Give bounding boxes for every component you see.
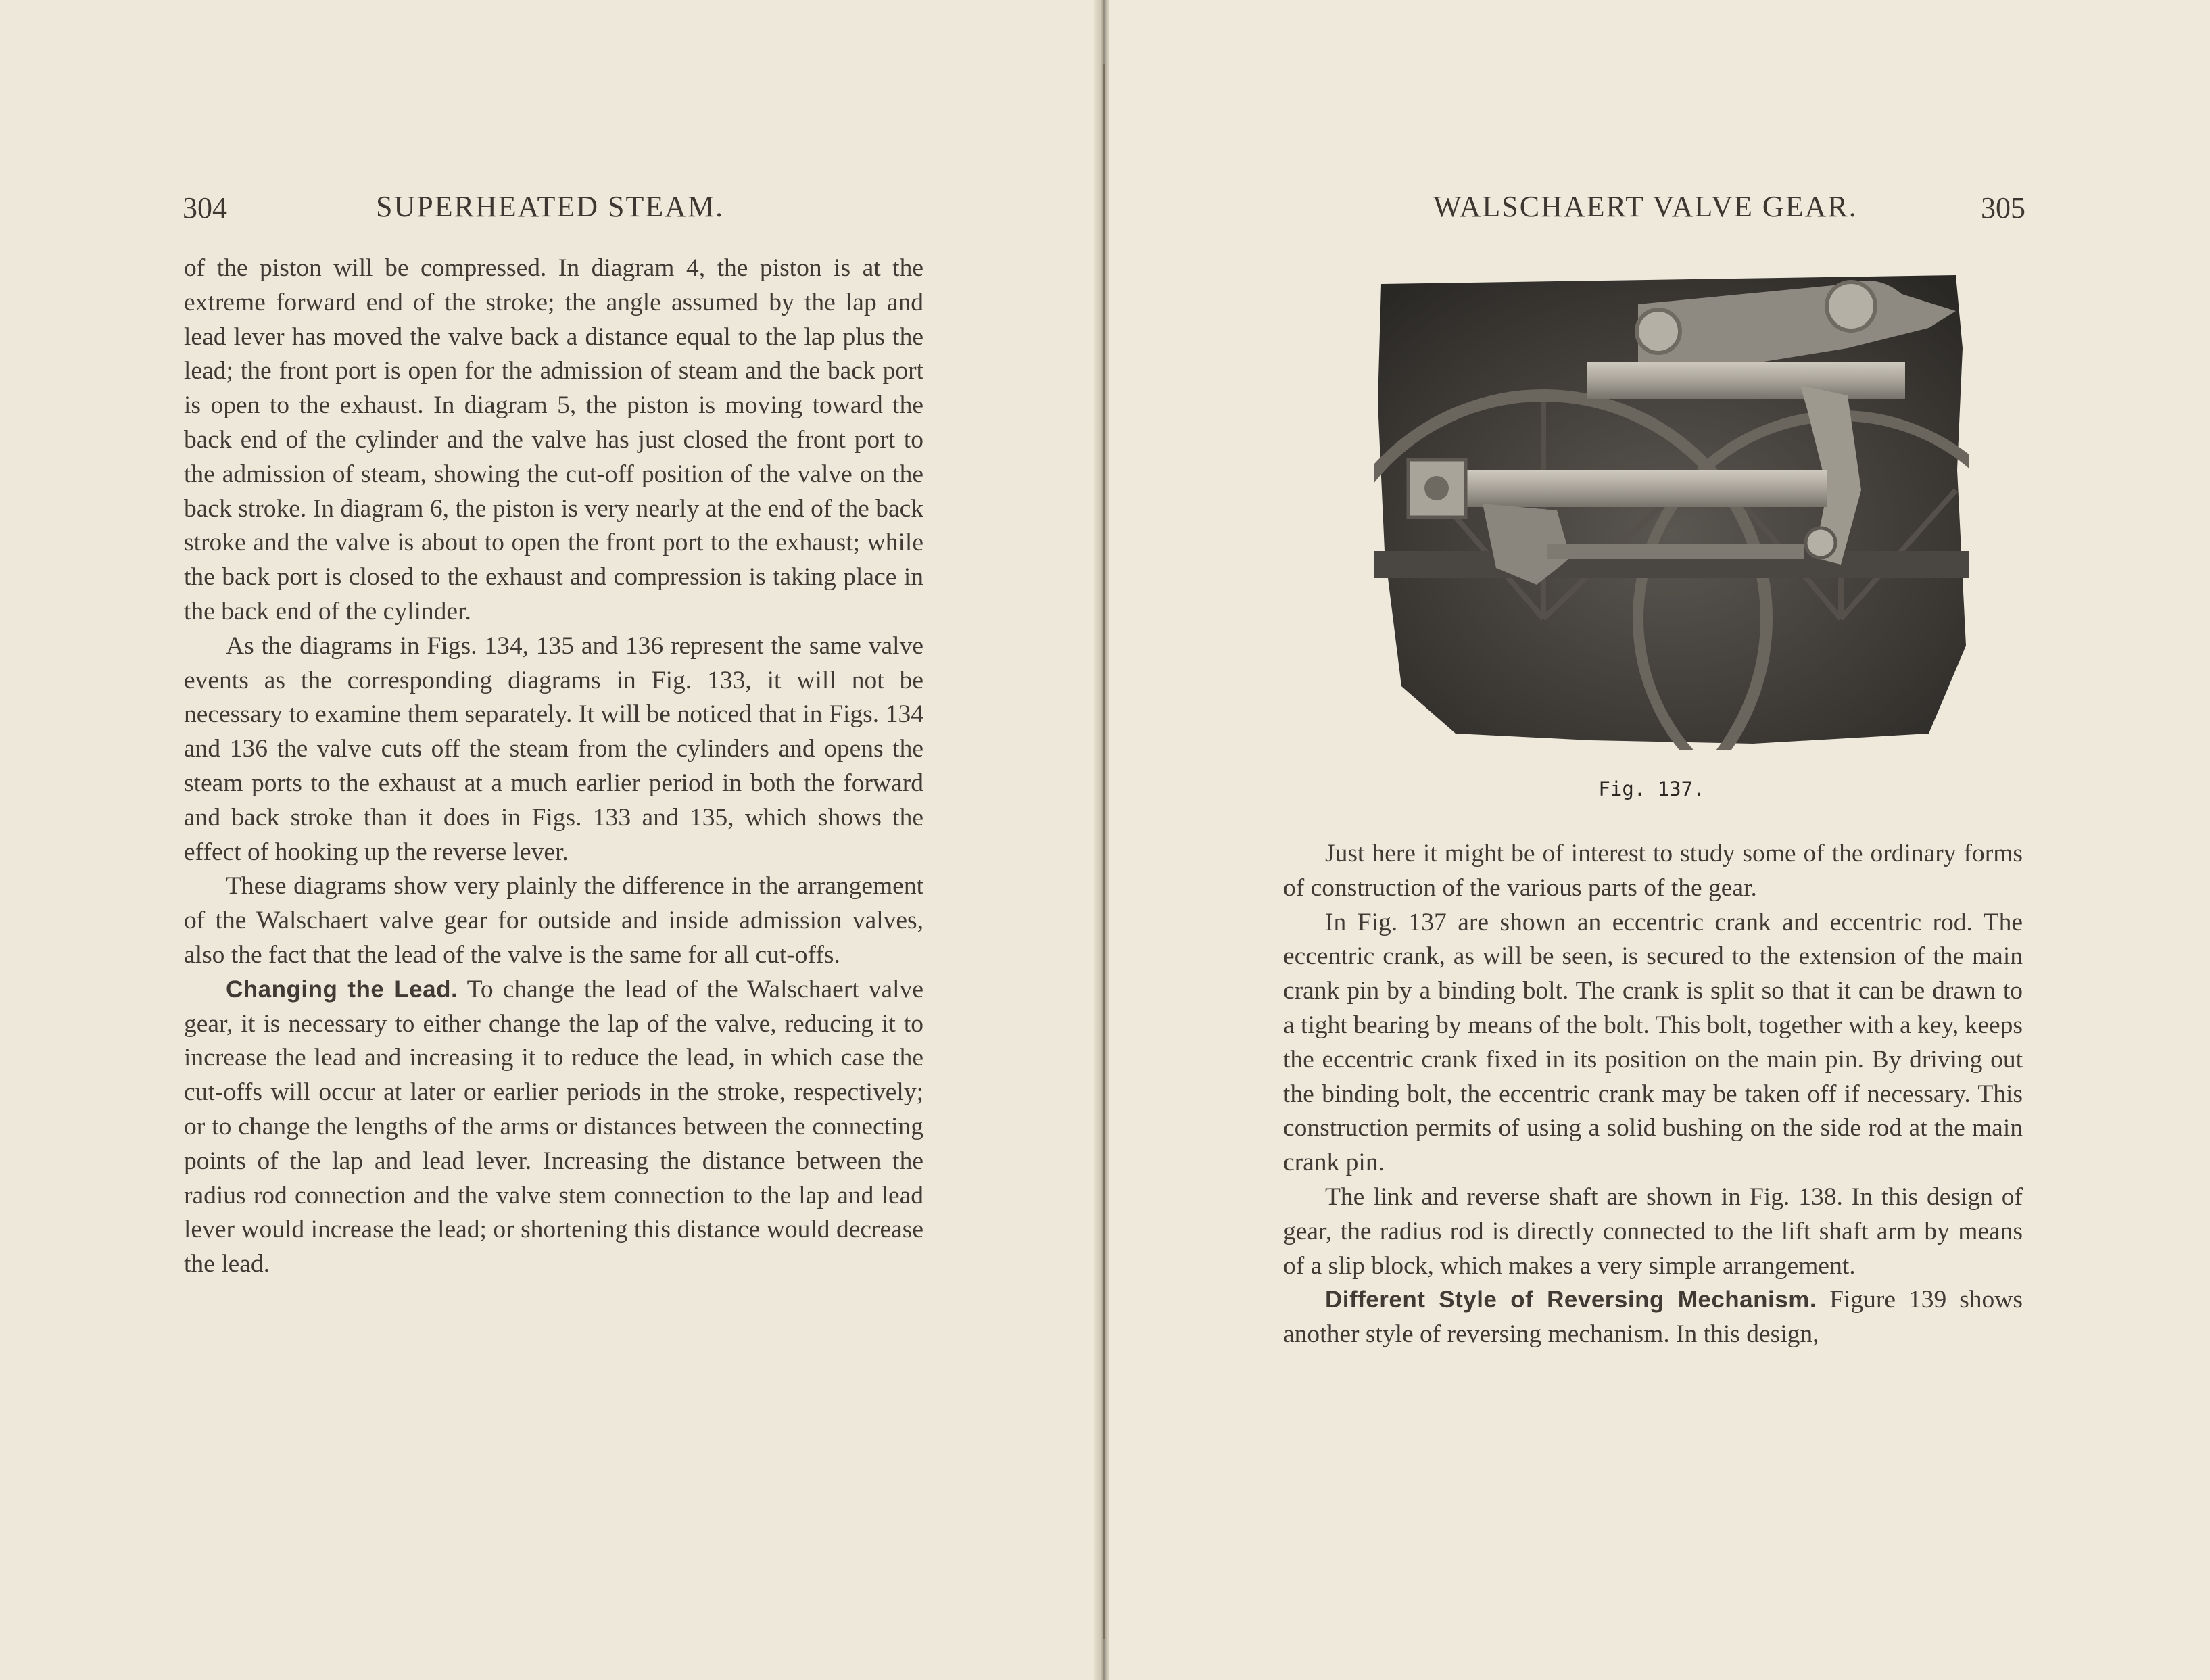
paragraph: In Fig. 137 are shown an eccentric crank and eccentric rod. The eccentric crank, as will be seen, is secured to the extension of the main crank pin by a binding bolt. The crank is split so that it can be drawn to a tight bearing by means of the bolt. This bolt, together with a key, keeps the eccentric crank fixed in its position on the main pin. By driving out the binding bolt, the eccentric crank may be taken off if necessary. This construction permits of using a solid bushing on the side rod at the main crank pin. — [1283, 908, 2023, 1177]
figure-137-photo — [1374, 267, 1969, 750]
section-heading: Different Style of Reversing Mechanism. — [1325, 1287, 1817, 1314]
binding-thread — [1103, 64, 1105, 1639]
section-heading: Changing the Lead. — [226, 976, 458, 1003]
page-number-right: 305 — [1981, 191, 2025, 224]
paragraph: As the diagrams in Figs. 134, 135 and 136 represent the same valve events as the corresponding diagrams in Fig. 133, it will not be necessary to examine them separately. It will be noticed that in Figs. 134 and 136 the valve cuts off the steam from the cylinders and opens the steam ports to the exhaust at a much earlier period in both the forward and back stroke than it does in Figs. 133 and 135, which shows the effect of hooking up the reverse lever. — [184, 631, 923, 866]
paragraph: The link and reverse shaft are shown in Fig. 138. In this design of gear, the radius rod is directly connected to the lift shaft arm by means of a slip block, which makes a very simple arrangement. — [1283, 1182, 2023, 1280]
page-number-left: 304 — [183, 191, 227, 224]
paragraph: Just here it might be of interest to study some of the ordinary forms of construction of the various parts of the gear. — [1283, 840, 2023, 902]
running-head-right: WALSCHAERT VALVE GEAR. — [1433, 190, 1858, 223]
figure-caption: Fig. 137. — [1598, 777, 1705, 800]
left-page — [0, 0, 1102, 1680]
paragraph-text: Figure 139 shows another style of reversing mechanism. In this design, — [1283, 1286, 2023, 1349]
paragraph-text: To change the lead of the Walschaert valve gear, it is necessary to either change the lap of the valve, reducing it to increase the lead and increasing it to reduce the lead, in which case the cut-offs will occur at later or earlier periods in the stroke, respectively; or to change the lengths of the arms or distances between the connecting points of the lap and lead lever. Increasing the distance between the radius rod connection and the valve stem connection to the lap and lead lever would increase the lead; or shortening this distance would decrease the lead. — [184, 975, 923, 1278]
paragraph: These diagrams show very plainly the difference in the arrangement of the Walschaert valve gear for outside and inside admission valves, also the fact that the lead of the valve is the same for all cut-offs. — [184, 872, 923, 969]
paragraph: of the piston will be compressed. In diagram 4, the piston is at the extreme forward end of the stroke; the angle assumed by the lap and lead lever has moved the valve back a distance equal to the lap plus the lead; the front port is open for the admission of steam and the back port is open to the exhaust. In diagram 5, the piston is moving toward the back end of the cylinder and the valve has just closed the front port to the admission of steam, showing the cut-off position of the valve on the back stroke. In diagram 6, the piston is very nearly at the end of the back stroke and the valve is about to open the front port to the exhaust; while the back port is closed to the exhaust and compression is taking place in the back end of the cylinder. — [184, 254, 923, 625]
paragraph — [184, 973, 923, 1282]
running-head-left: SUPERHEATED STEAM. — [376, 190, 725, 223]
left-page-body — [184, 251, 923, 1282]
right-page-body — [1283, 837, 2023, 1352]
paragraph — [1283, 1283, 2023, 1352]
